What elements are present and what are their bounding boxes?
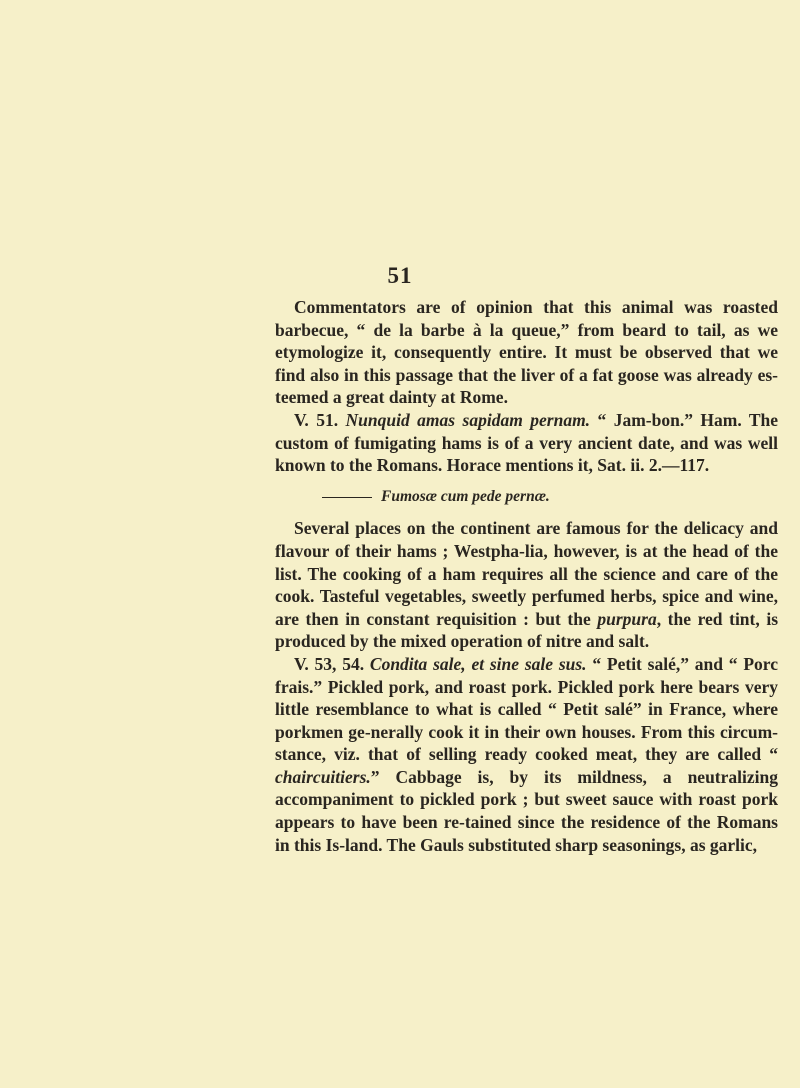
verse-ref: V. 51. [294,409,346,430]
text-segment: ” Cabbage is, by its mildness, a neutralizing accompaniment to pickled pork ; but sweet sauce with roast pork appears to have been re-tained since the residence of the Romans in this Is-land. The Gauls substituted sharp seasonings, as garlic, [275,766,778,855]
text-segment: “ Petit salé,” and “ Porc frais.” Pickled pork, and roast pork. Pickled pork here bears very little resemblance to what is called “ Petit salé” in France, where porkmen ge-nerally cook it in their own houses. From this circum-stance, viz. that of selling ready cooked meat, they are called “ [275,653,778,765]
paragraph-commentators [275,296,778,409]
latin-quote [275,486,778,509]
latin-phrase: Nunquid amas sapidam pernam. [345,409,591,430]
paragraph-v51 [275,409,778,477]
verse-ref: V. 53, 54. [294,653,370,674]
text-segment: Several places on the continent are famous for the delicacy and flavour of their hams ; Westpha-lia, however, is at the head of the list. The cooking of a ham requires all the science and care of the cook. Tasteful vegetables, sweetly perfumed herbs, spice and wine, are then in constant requisition : but the [275,518,778,629]
text-segment: , the red tint, is produced by the mixed operation of nitre and salt. [275,608,778,652]
latin-phrase: Condita sale, et sine sale sus. [369,653,587,674]
quote-dash [322,497,372,498]
quote-text: Fumosæ cum pede pernæ. [381,487,550,505]
text-segment: Commentators are of opinion that this animal was roasted barbecue, “ de la barbe à la queue,” from beard to tail, as we etymologize it, consequently entire. It must be observed that we find also in this passage that the liver of a fat goose was already es-teemed a great dainty at Rome. [275,297,778,408]
french-word: chaircuitiers. [275,766,371,787]
page-number: 51 [387,263,413,288]
text-segment: “ Jam-bon.” Ham. The custom of fumigating hams is of a very ancient date, and was well known to the Romans. Horace mentions it, Sat. ii. 2.—117. [275,409,778,476]
paragraph-v53-54 [275,653,778,856]
body-text [275,296,778,856]
latin-word: purpura [597,608,657,629]
paragraph-several-places [275,517,778,653]
